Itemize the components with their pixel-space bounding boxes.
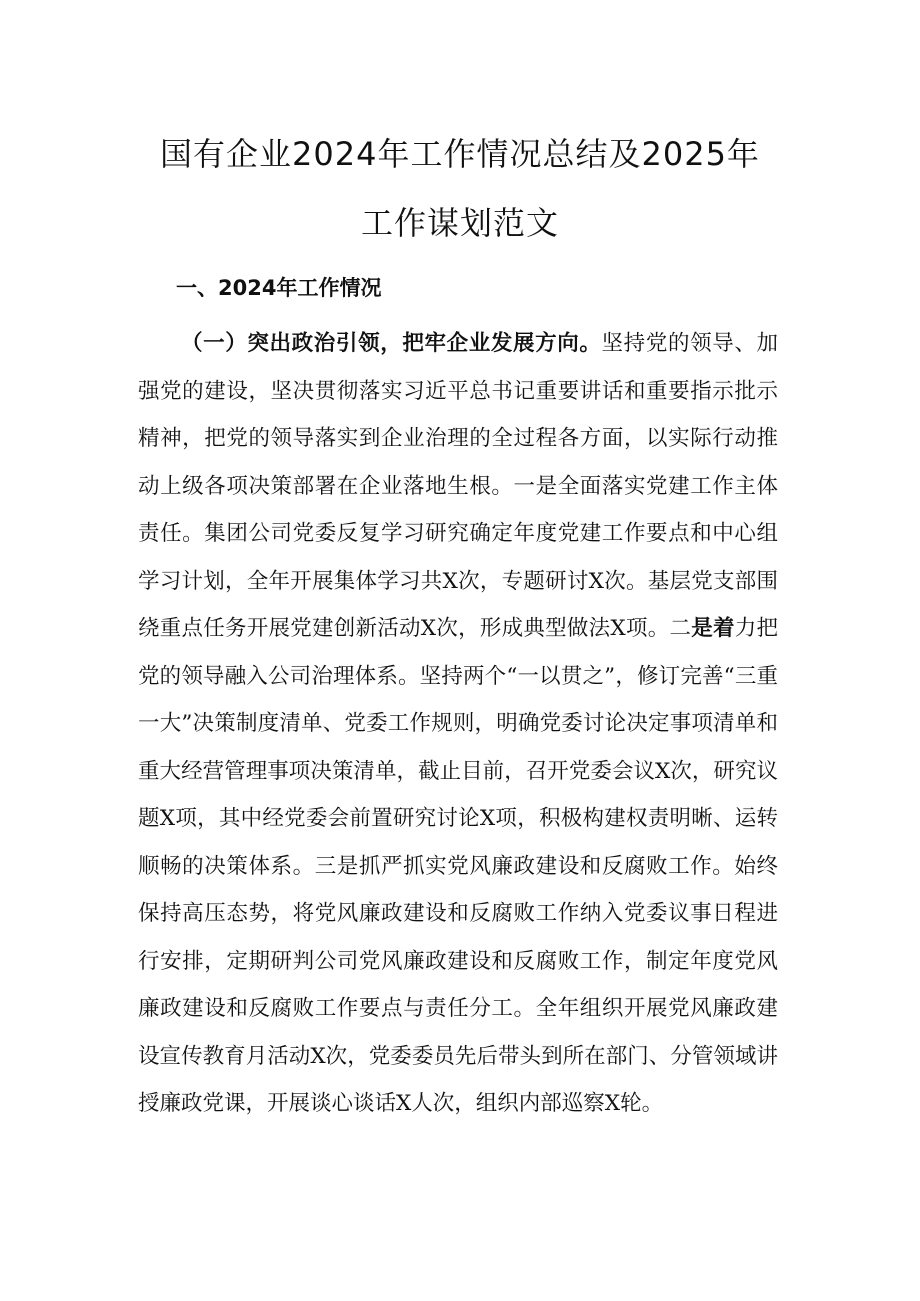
section-heading: 一、2024年工作情况 [176, 276, 382, 300]
paragraph-text-part-1: 坚持党的领导、加强党的建设，坚决贯彻落实习近平总书记重要讲话和重要指示批示精神，把党的领导落实到企业治理的全过程各方面，以实际行动推动上级各项决策部署在企业落地生根。一是全面落实党建工作主体责任。集团公司党委反复学习研究确定年度党建工作要点和中心组学习计划，全年开展集体学习共X次，专题研讨X次。基层党支部围绕重点任务开展党建创新活动X次，形成典型做法X项。二 [138, 331, 778, 641]
document-title-line-1: 国有企业2024年工作情况总结及2025年 [160, 135, 760, 173]
paragraph-text-part-2: 力把党的领导融入公司治理体系。坚持两个“一以贯之”，修订完善“三重一大”决策制度清单、党委工作规则，明确党委讨论决定事项清单和重大经营管理事项决策清单，截止目前，召开党委会议X次，研究议题X项，其中经党委会前置研究讨论X项，积极构建权责明晰、运转顺畅的决策体系。三是抓严抓实党风廉政建设和反腐败工作。始终保持高压态势，将党风廉政建设和反腐败工作纳入党委议事日程进行安排，定期研判公司党风廉政建设和反腐败工作，制定年度党风廉政建设和反腐败工作要点与责任分工。全年组织开展党风廉政建设宣传教育月活动X次，党委委员先后带头到所在部门、分管领域讲授廉政党课，开展谈心谈话X人次，组织内部巡察X轮。 [138, 616, 778, 1116]
paragraph-subheading: （一）突出政治引领，把牢企业发展方向。 [181, 331, 602, 356]
document-title-line-2: 工作谋划范文 [360, 204, 559, 242]
body-paragraph [138, 320, 778, 1128]
paragraph-emphasis: 是着 [691, 616, 735, 641]
